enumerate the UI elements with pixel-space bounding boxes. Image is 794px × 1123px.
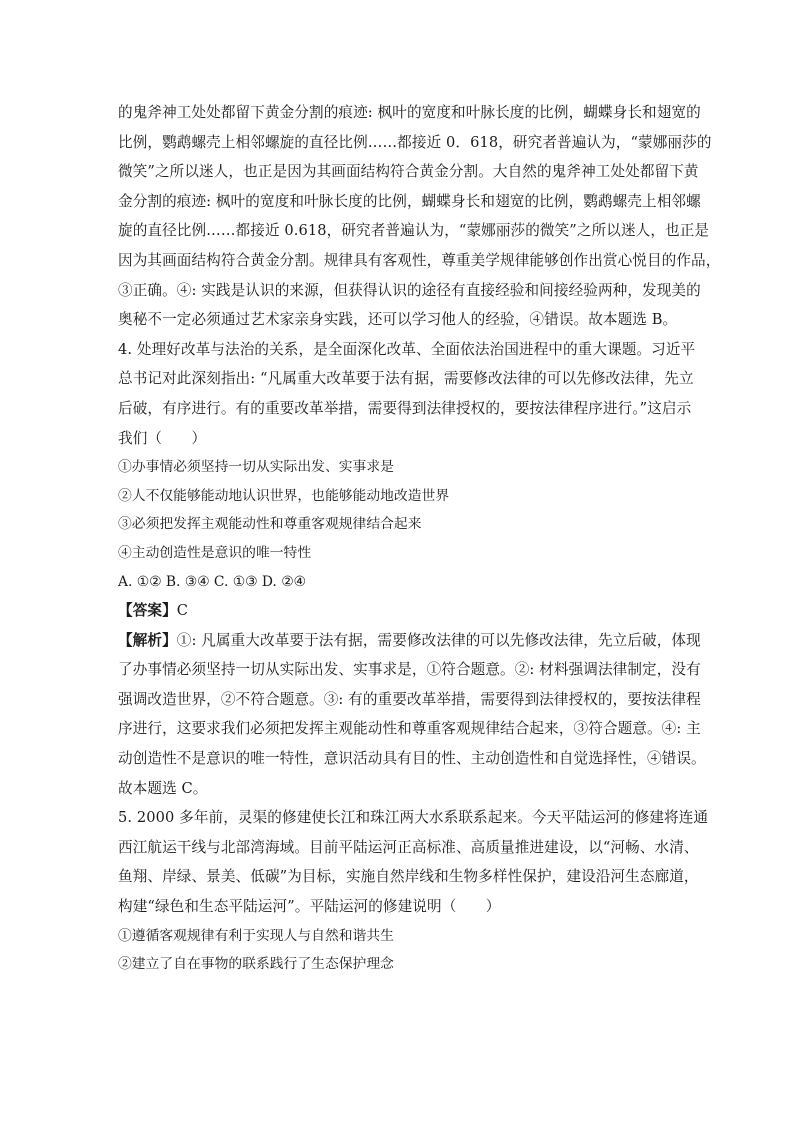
text-line: 因为其画面结构符合黄金分割。规律具有客观性，尊重美学规律能够创作出赏心悦目的作品， [118,251,721,269]
analysis-line: 了办事情必须坚持一切从实际出发、实事求是，①符合题意。②: 材料强调法律制定，没有 [118,661,701,679]
question-5 [118,803,709,979]
statement-2: ②人不仅能够能动地认识世界，也能够能动地改造世界 [118,487,450,504]
analysis-line: 序进行，这要求我们必须把发挥主观能动性和尊重客观规律结合起来，③符合题意。④: 主 [118,720,701,738]
statement-1: ①遵循客观规律有利于实现人与自然和谐共生 [118,927,394,944]
document-page [118,98,721,979]
text-line: 比例，鹦鹉螺壳上相邻螺旋的直径比例……都接近 0．618，研究者普遍认为，“蒙娜丽莎的 [118,133,712,151]
text-line: 微笑”之所以迷人，也正是因为其画面结构符合黄金分割。大自然的鬼斧神工处处都留下黄 [118,163,699,181]
text-line: 旋的直径比例……都接近 0.618，研究者普遍认为，“蒙娜丽莎的微笑”之所以迷人，也正是 [118,222,710,240]
analysis-text: ①: 凡属重大改革要于法有据，需要修改法律的可以先修改法律，先立后破，体现 [176,631,701,649]
analysis-line [118,626,701,656]
text-line: 奥秘不一定必须通过艺术家亲身实践，还可以学习他人的经验，④错误。故本题选 B。 [118,311,678,329]
answer-value: C [176,602,189,620]
question-stem-line: 4. 处理好改革与法治的关系，是全面深化改革、全面依法治国进程中的重大课题。习近平 [118,340,696,358]
question-stem-line: 后破，有序进行。有的重要改革举措，需要得到法律授权的，要按法律程序进行。”这启示 [118,399,692,417]
question-stem-line: 我们（ ） [118,429,207,447]
text-line: ③正确。④: 实践是认识的来源，但获得认识的途径有直接经验和间接经验两种，发现美的 [118,281,701,299]
answer-line [118,596,678,626]
question-stem-line: 5. 2000 多年前，灵渠的修建使长江和珠江两大水系联系起来。今天平陆运河的修建将连通 [118,809,709,827]
analysis-line: 故本题选 C。 [118,779,208,797]
question-4 [118,335,706,804]
analysis-line: 动创造性不是意识的唯一特性，意识活动具有目的性、主动创造性和自觉选择性，④错误。 [118,750,706,768]
answer-choices: A. ①② B. ③④ C. ①③ D. ②④ [118,573,306,590]
previous-analysis-continuation [118,98,721,335]
statement-1: ①办事情必须坚持一切从实际出发、实事求是 [118,459,394,476]
question-stem-line: 构建“绿色和生态平陆运河”。平陆运河的修建说明（ ） [118,898,501,916]
question-stem-line: 鱼翔、岸绿、景美、低碳”为目标，实施自然岸线和生物多样性保护，建设沿河生态廊道， [118,868,699,886]
analysis-tag: 【解析】 [118,631,177,649]
statement-3: ③必须把发挥主观能动性和尊重客观规律结合起来 [118,516,422,533]
text-line: 金分割的痕迹: 枫叶的宽度和叶脉长度的比例，蝴蝶身长和翅宽的比例，鹦鹉螺壳上相邻螺 [118,192,701,210]
answer-tag: 【答案】 [118,602,177,620]
question-stem-line: 总书记对此深刻指出: “凡属重大改革要于法有据，需要修改法律的可以先修改法律，先立 [118,370,694,388]
text-line: 的鬼斧神工处处都留下黄金分割的痕迹: 枫叶的宽度和叶脉长度的比例，蝴蝶身长和翅宽的 [118,104,701,121]
question-stem-line: 西江航运干线与北部湾海域。目前平陆运河正高标准、高质量推进建设，以“河畅、水清、 [118,838,699,856]
statement-4: ④主动创造性是意识的唯一特性 [118,544,312,561]
analysis-line: 强调改造世界，②不符合题意。③: 有的重要改革举措，需要得到法律授权的，要按法律程 [118,690,701,708]
statement-2: ②建立了自在事物的联系践行了生态保护理念 [118,956,394,973]
